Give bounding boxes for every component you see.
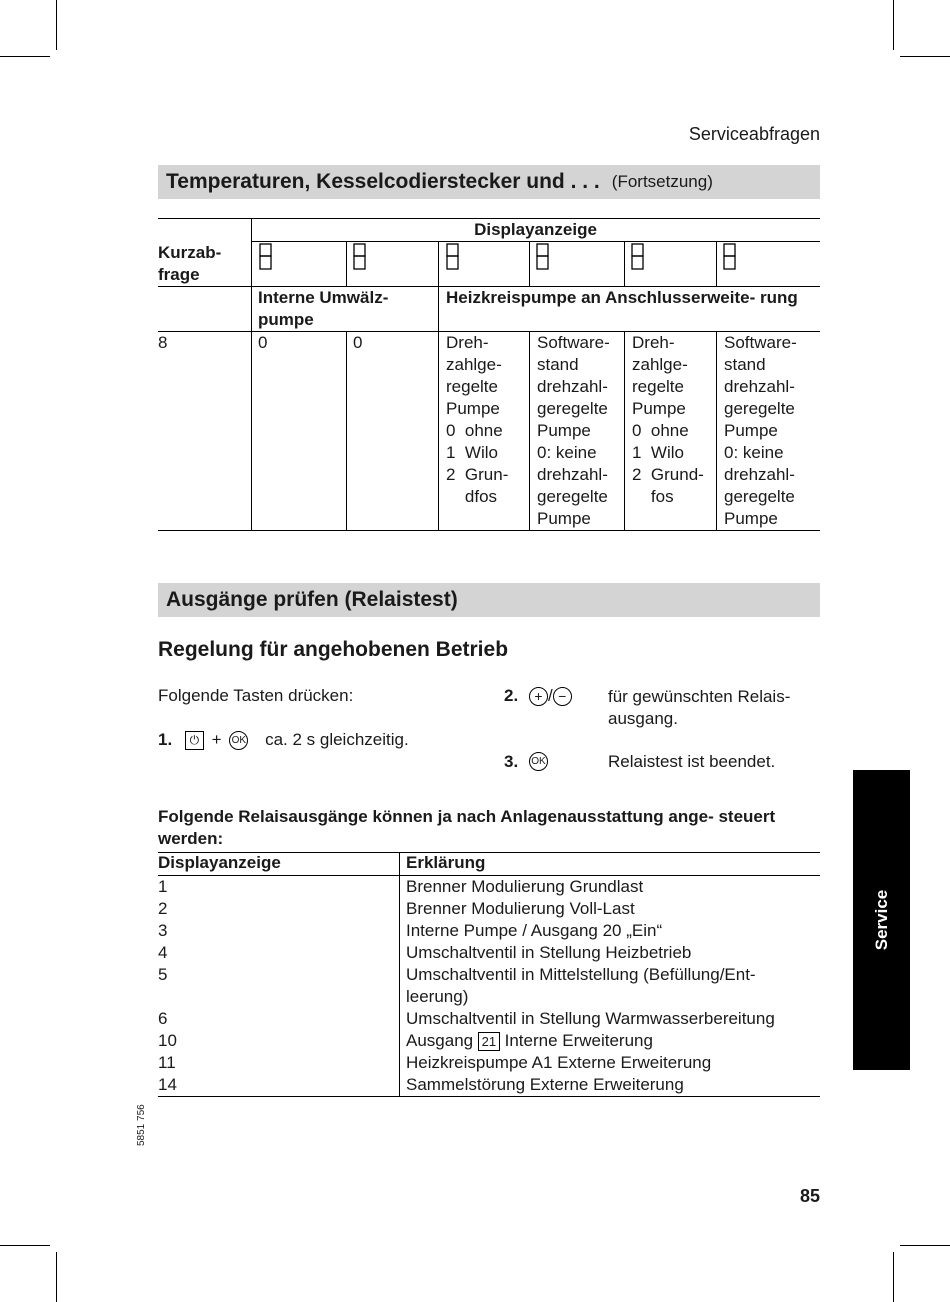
seven-segment-digit	[722, 242, 738, 272]
service-tab-label: Service	[871, 889, 891, 951]
step-3	[504, 752, 820, 772]
step-text: für gewünschten Relais- ausgang.	[608, 687, 791, 728]
seven-segment-digit	[352, 242, 368, 272]
step-text: Relaistest ist beendet.	[608, 752, 776, 771]
terminal-box: 21	[478, 1032, 500, 1051]
crop-mark	[56, 0, 57, 50]
section-bar-temperatures	[158, 165, 820, 199]
service-tab	[853, 770, 910, 1070]
crop-mark	[900, 1245, 950, 1246]
row-kurzabfrage: 8	[158, 333, 168, 352]
relay-intro: Folgende Relaisausgänge können ja nach Anlagenausstattung ange- steuert werden:	[158, 807, 776, 848]
cell-c1: 0	[258, 333, 268, 352]
group-internal-pump: Interne Umwälz- pumpe	[258, 288, 389, 329]
crop-mark	[0, 56, 50, 57]
ok-key-icon: OK	[529, 752, 548, 771]
kurzabfrage-label: Kurzab- frage	[158, 243, 222, 284]
crop-mark	[900, 56, 950, 57]
section-title: Ausgänge prüfen (Relaistest)	[166, 588, 458, 611]
step-number: 1.	[158, 730, 173, 749]
step-1	[158, 730, 409, 750]
step-number: 2.	[504, 686, 519, 705]
ok-key-icon: OK	[229, 731, 248, 750]
cell-c4: Software- stand drehzahl- geregelte Pumpe 0: keine drehzahl- geregelte Pumpe	[537, 333, 610, 528]
subheading: Regelung für angehobenen Betrieb	[158, 638, 509, 661]
crop-mark	[0, 1245, 50, 1246]
cell-c5: Dreh- zahlge- regelte Pumpe 0 ohne 1 Wilo 2 Grund- fos	[632, 333, 704, 506]
steps-intro: Folgende Tasten drücken:	[158, 686, 354, 705]
crop-mark	[893, 0, 894, 50]
page-number: 85	[799, 1186, 820, 1206]
section-bar-relay-test	[158, 583, 820, 617]
plus-key-icon: +	[529, 687, 548, 706]
step-text: ca. 2 s gleichzeitig.	[265, 730, 409, 749]
section-title: Temperaturen, Kesselcodierstecker und . . .	[166, 170, 600, 193]
cell-c6: Software- stand drehzahl- geregelte Pumpe 0: keine drehzahl- geregelte Pumpe	[724, 333, 797, 528]
power-key-icon: ⏻	[185, 731, 204, 750]
seven-segment-digit	[445, 242, 461, 272]
seven-segment-digit	[630, 242, 646, 272]
display-header: Displayanzeige	[474, 220, 597, 239]
minus-key-icon: −	[553, 687, 572, 706]
seven-segment-digit	[258, 242, 274, 272]
document-number: 5851 756	[136, 1104, 147, 1146]
crop-mark	[56, 1252, 57, 1302]
running-header: Serviceabfragen	[688, 124, 820, 144]
plus-sign: +	[211, 730, 222, 749]
seven-segment-digit	[535, 242, 551, 272]
crop-mark	[893, 1252, 894, 1302]
col-display: Displayanzeige	[158, 853, 281, 872]
col-explanation: Erklärung	[406, 853, 486, 872]
step-number: 3.	[504, 752, 519, 771]
step-2	[504, 686, 820, 728]
cell-c3: Dreh- zahlge- regelte Pumpe 0 ohne 1 Wilo 2 Grun- dfos	[446, 333, 509, 506]
separator: /	[548, 686, 553, 705]
cell-c2: 0	[353, 333, 363, 352]
group-heizkreis-pump: Heizkreispumpe an Anschlusserweite- rung	[446, 288, 798, 307]
section-subtitle: (Fortsetzung)	[611, 172, 713, 191]
